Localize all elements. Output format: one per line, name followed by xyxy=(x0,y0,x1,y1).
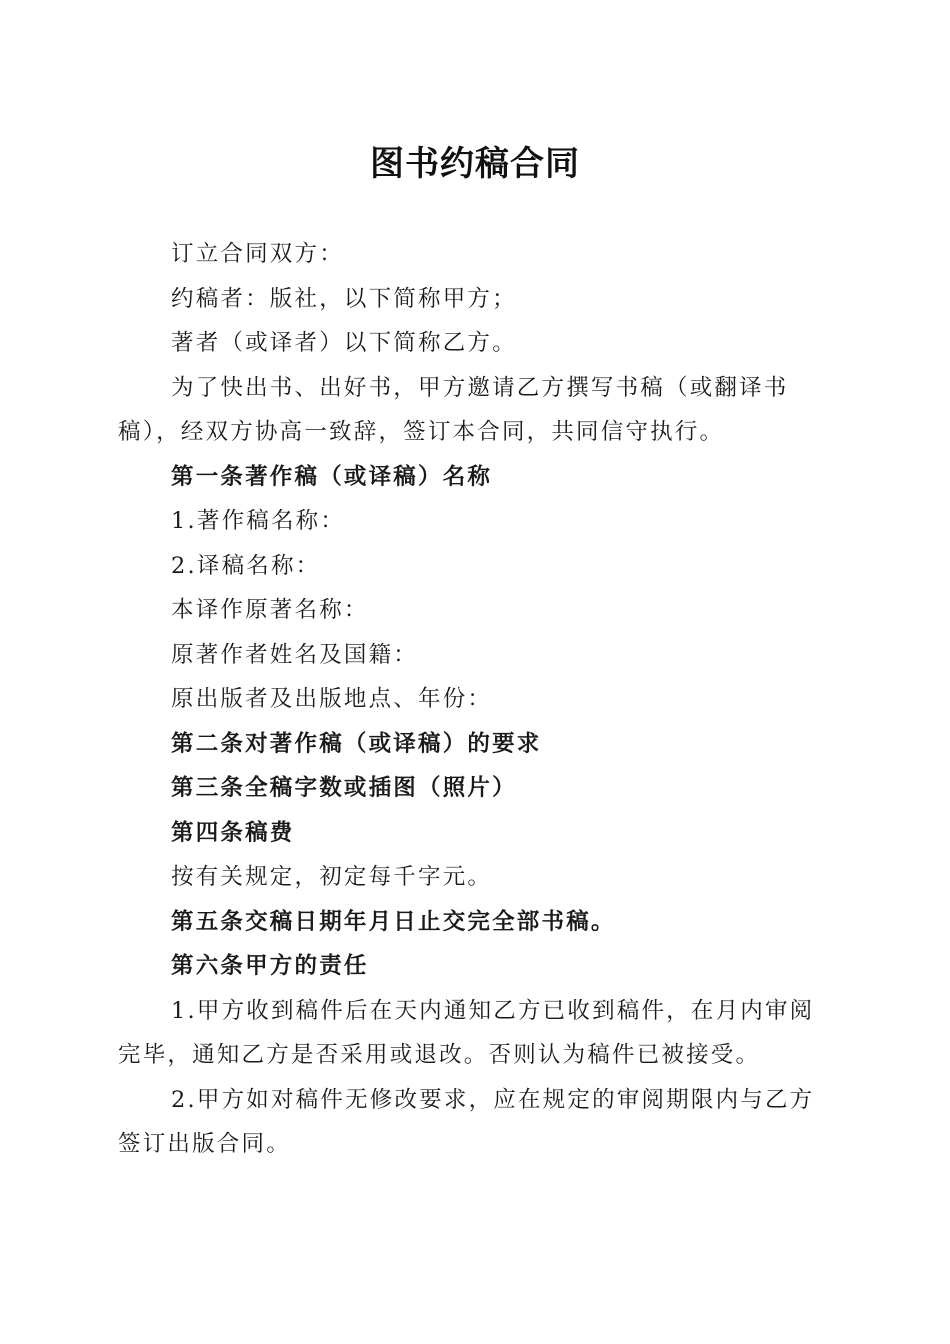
section-heading: 第六条甲方的责任 xyxy=(171,953,369,979)
section-heading: 第四条稿费 xyxy=(171,819,295,846)
paragraph: 原著作者姓名及国籍： xyxy=(171,641,419,668)
paragraph: 1.甲方收到稿件后在天内通知乙方已收到稿件，在月内审阅完毕，通知乙方是否采用或退改。否则认为稿件已被接受。 xyxy=(118,997,815,1068)
paragraph: 本译作原著名称： xyxy=(171,597,369,623)
paragraph: 著者（或译者）以下简称乙方。 xyxy=(171,330,517,356)
paragraph: 2.译稿名称： xyxy=(171,552,321,579)
section-heading: 第三条全稿字数或插图（照片） xyxy=(171,775,517,801)
paragraph: 按有关规定，初定每千字元。 xyxy=(171,864,493,890)
section-heading: 第二条对著作稿（或译稿）的要求 xyxy=(171,730,542,757)
section-heading: 第一条著作稿（或译稿）名称 xyxy=(171,463,493,490)
section-heading: 第五条交稿日期年月日止交完全部书稿。 xyxy=(171,908,616,935)
paragraph: 约稿者：版社，以下简称甲方； xyxy=(171,285,517,312)
paragraph: 订立合同双方： xyxy=(171,241,344,267)
paragraph: 为了快出书、出好书，甲方邀请乙方撰写书稿（或翻译书稿），经双方协高一致辞，签订本合同，共同信守执行。 xyxy=(118,374,789,445)
document-title: 图书约稿合同 xyxy=(370,144,580,184)
paragraph: 1.著作稿名称： xyxy=(171,508,346,534)
document-body xyxy=(118,232,830,1167)
paragraph: 2.甲方如对稿件无修改要求，应在规定的审阅期限内与乙方签订出版合同。 xyxy=(118,1086,815,1157)
paragraph: 原出版者及出版地点、年份： xyxy=(171,686,493,712)
